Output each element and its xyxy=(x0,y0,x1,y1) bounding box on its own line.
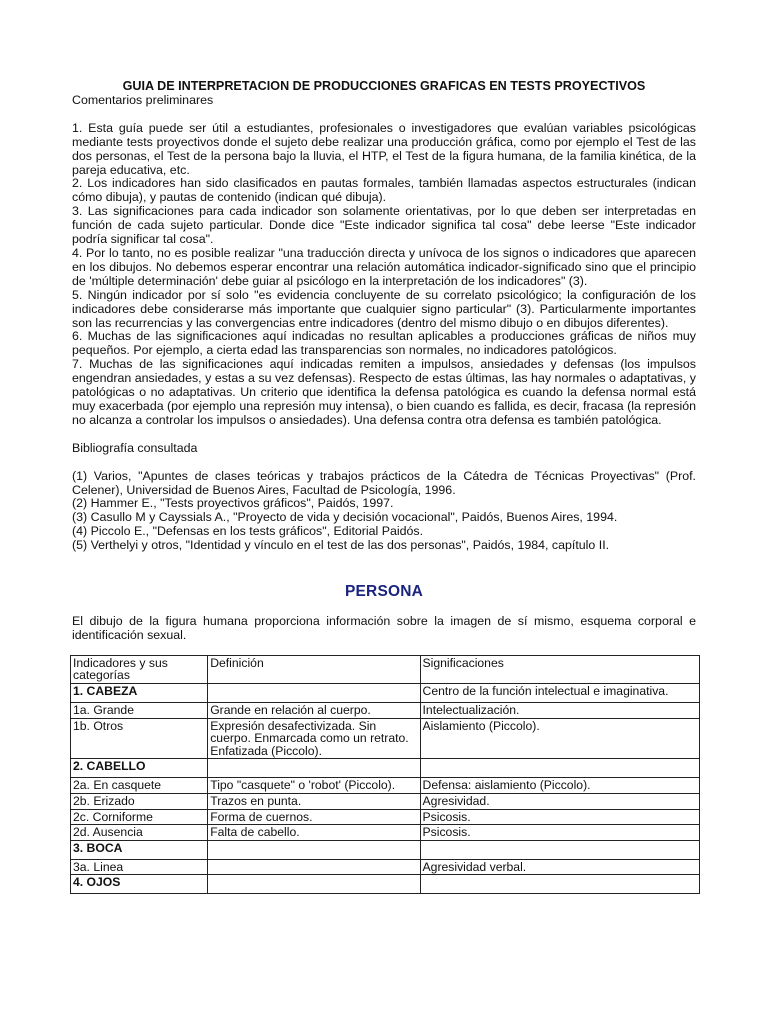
bibliography-entry: (2) Hammer E., "Tests proyectivos gráficos", Paidós, 1997. xyxy=(72,496,394,511)
table-cell: Falta de cabello. xyxy=(208,825,420,841)
table-category-row xyxy=(71,684,700,703)
table-cell: Trazos en punta. xyxy=(208,793,420,809)
document-title: GUIA DE INTERPRETACION DE PRODUCCIONES GRAFICAS EN TESTS PROYECTIVOS xyxy=(122,79,646,93)
table-row xyxy=(71,793,700,809)
table-cell: Centro de la función intelectual e imaginativa. xyxy=(420,684,699,703)
table-header-cell: Significaciones xyxy=(420,655,699,683)
section-intro: El dibujo de la figura humana proporciona información sobre la imagen de sí mismo, esquema corporal e identificación sexual. xyxy=(72,614,696,642)
table-cell: 3a. Linea xyxy=(71,859,208,875)
document-subtitle: Comentarios preliminares xyxy=(72,92,214,107)
table-cell: Grande en relación al cuerpo. xyxy=(208,703,420,719)
paragraph: 6. Muchas de las significaciones aquí indicadas no resultan aplicables a producciones gráficas de niños muy pequeños. Por ejemplo, a cierta edad las transparencias son normales, no indicadores patológicos. xyxy=(72,329,696,358)
paragraph: 1. Esta guía puede ser útil a estudiantes, profesionales o investigadores que evalúan variables psicológicas mediante tests proyectivos donde el sujeto debe realizar una producción gráfica, como por ejemplo el Test de las dos personas, el Test de la persona bajo la lluvia, el HTP, el Test de la figura humana, de la familia kinética, de la pareja educativa, etc. xyxy=(72,120,696,177)
table-cell: Aislamiento (Piccolo). xyxy=(420,718,699,759)
bibliography-entry: (3) Casullo M y Cayssials A., "Proyecto de vida y decisión vocacional", Paidós, Buenos Aires, 1994. xyxy=(72,510,618,525)
bibliography-entry: (1) Varios, "Apuntes de clases teóricas y trabajos prácticos de la Cátedra de Técnicas Proyectivas" (Prof. Celener), Universidad de Buenos Aires, Facultad de Psicología, 1996. xyxy=(72,468,696,497)
table-cell xyxy=(208,840,420,859)
table-header-row xyxy=(71,655,700,683)
table-row xyxy=(71,718,700,759)
paragraph: 5. Ningún indicador por sí solo "es evidencia concluyente de su correlato psicológico; la configuración de los indicadores debe considerarse más importante que cualquier signo particular" (3). Particularmente importantes son las recurrencias y las convergencias entre indicadores (dentro del mismo dibujo o en dibujos diferentes). xyxy=(72,287,696,330)
bibliography-heading: Bibliografía consultada xyxy=(72,440,198,455)
table-cell: 1b. Otros xyxy=(71,718,208,759)
table-cell: 1a. Grande xyxy=(71,703,208,719)
table-cell xyxy=(420,759,699,778)
table-category-row xyxy=(71,875,700,894)
table-cell xyxy=(208,859,420,875)
table-cell: 1. CABEZA xyxy=(71,684,208,703)
indicators-table xyxy=(70,655,700,895)
table-row xyxy=(71,809,700,825)
table-cell: 3. BOCA xyxy=(71,840,208,859)
table-header-cell: Definición xyxy=(208,655,420,683)
table-cell: Psicosis. xyxy=(420,809,699,825)
table-category-row xyxy=(71,840,700,859)
table-cell: Forma de cuernos. xyxy=(208,809,420,825)
table-cell: Expresión desafectivizada. Sin cuerpo. Enmarcada como un retrato. Enfatizada (Piccolo). xyxy=(208,718,420,759)
table-cell: 2c. Corniforme xyxy=(71,809,208,825)
table-cell: Defensa: aislamiento (Piccolo). xyxy=(420,778,699,794)
section-title: PERSONA xyxy=(344,583,424,601)
table-header-cell: Indicadores y sus categorías xyxy=(71,655,208,683)
paragraph: 3. Las significaciones para cada indicador son solamente orientativas, por lo que deben ser interpretadas en función de cada sujeto particular. Donde dice "Este indicador significa tal cosa" debe leerse "Este indicador podría significar tal cosa". xyxy=(72,204,696,247)
table-cell: 2d. Ausencia xyxy=(71,825,208,841)
preliminary-comments xyxy=(72,122,696,428)
table-cell: 2a. En casquete xyxy=(71,778,208,794)
table-cell: Tipo "casquete" o 'robot' (Piccolo). xyxy=(208,778,420,794)
bibliography-entry: (5) Verthelyi y otros, "Identidad y vínculo en el test de las dos personas", Paidós, 1984, capítulo II. xyxy=(72,538,610,553)
table-cell: 2. CABELLO xyxy=(71,759,208,778)
table-cell xyxy=(420,875,699,894)
table-row xyxy=(71,778,700,794)
table-cell: 2b. Erizado xyxy=(71,793,208,809)
table-cell: Intelectualización. xyxy=(420,703,699,719)
table-row xyxy=(71,703,700,719)
table-cell xyxy=(208,759,420,778)
table-cell xyxy=(208,875,420,894)
bibliography-entry: (4) Piccolo E., "Defensas en los tests gráficos", Editorial Paidós. xyxy=(72,524,424,539)
table-cell: Psicosis. xyxy=(420,825,699,841)
table-cell xyxy=(208,684,420,703)
document-page xyxy=(72,80,696,894)
table-category-row xyxy=(71,759,700,778)
bibliography-list xyxy=(72,470,696,553)
paragraph: 4. Por lo tanto, no es posible realizar "una traducción directa y unívoca de los signos o indicadores que aparecen en los dibujos. No debemos esperar encontrar una relación automática indicador-significado sino que el principio de 'múltiple determinación' debe guiar al psicólogo en la interpretación de los indicadores" (3). xyxy=(72,245,696,288)
table-row xyxy=(71,825,700,841)
table-cell: 4. OJOS xyxy=(71,875,208,894)
table-cell xyxy=(420,840,699,859)
paragraph: 2. Los indicadores han sido clasificados en pautas formales, también llamadas aspectos estructurales (indican cómo dibuja), y pautas de contenido (indican qué dibuja). xyxy=(72,176,696,205)
table-cell: Agresividad verbal. xyxy=(420,859,699,875)
table-cell: Agresividad. xyxy=(420,793,699,809)
paragraph: 7. Muchas de las significaciones aquí indicadas remiten a impulsos, ansiedades y defensas (los impulsos engendran ansiedades, y estas a su vez defensas). Respecto de estas últimas, las hay normales o adaptativas, y patológicas o no adaptativas. Un criterio que identifica la defensa patológica es cuando la defensa normal está muy exacerbada (por ejemplo una represión muy intensa), o bien cuando es fallida, es decir, fracasa (la represión no alcanza a controlar los impulsos o ansiedades). Una defensa contra otra defensa es también patológica. xyxy=(72,357,697,427)
table-row xyxy=(71,859,700,875)
